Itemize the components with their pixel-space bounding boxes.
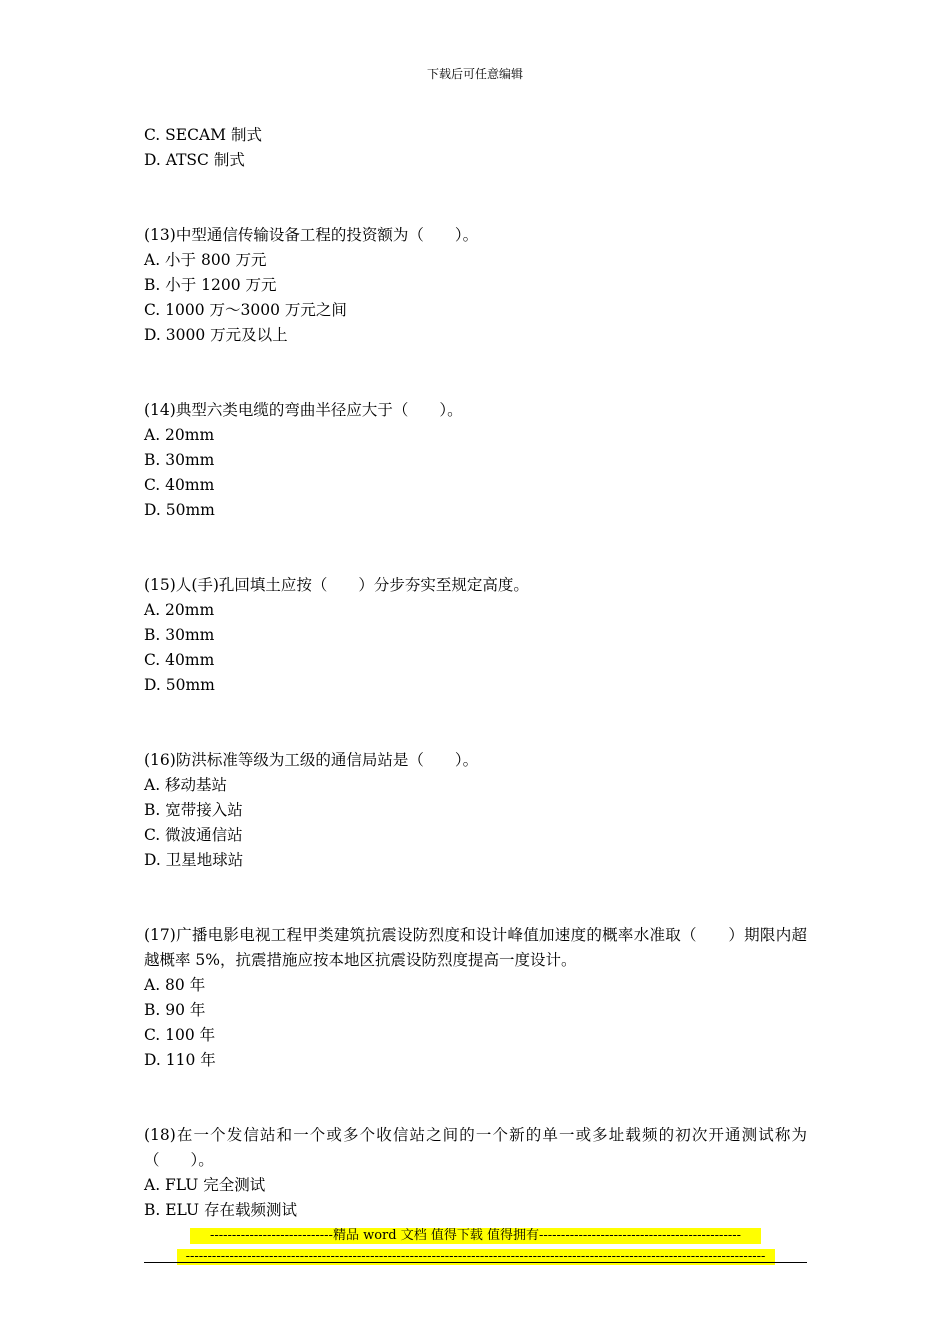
option-b: B. 30mm — [144, 451, 215, 469]
option-c: C. SECAM 制式 — [144, 126, 262, 144]
question-stem: (17)广播电影电视工程甲类建筑抗震设防烈度和设计峰值加速度的概率水准取（ ）期限内超越概率 5%，抗震措施应按本地区抗震设防烈度提高一度设计。 — [144, 926, 807, 969]
option-b: B. 小于 1200 万元 — [144, 276, 277, 294]
page-header-note: 下载后可任意编辑 — [426, 67, 523, 81]
option-c: C. 40mm — [144, 476, 215, 494]
option-d: D. 110 年 — [144, 1051, 216, 1069]
question-16 — [144, 748, 807, 873]
option-a: A. 80 年 — [144, 976, 206, 994]
question-17 — [144, 923, 807, 1073]
option-a: A. FLU 完全测试 — [144, 1176, 266, 1194]
question-fragment — [144, 123, 807, 173]
option-b: B. 宽带接入站 — [144, 801, 243, 819]
question-stem: (16)防洪标准等级为工级的通信局站是（ ）。 — [144, 751, 479, 769]
footer-banner-line-2: ------------------------------------------------------------------------------------------------------------------------------------ — [177, 1249, 775, 1265]
option-d: D. 卫星地球站 — [144, 851, 244, 869]
question-15 — [144, 573, 807, 698]
question-stem: (15)人(手)孔回填土应按（ ）分步夯实至规定高度。 — [144, 576, 529, 594]
option-a: A. 20mm — [144, 601, 215, 619]
footer-rule — [144, 1262, 807, 1263]
question-stem: (18)在一个发信站和一个或多个收信站之间的一个新的单一或多址载频的初次开通测试称为（ ）。 — [144, 1126, 807, 1169]
option-c: C. 1000 万～3000 万元之间 — [144, 301, 347, 319]
option-d: D. 50mm — [144, 676, 215, 694]
option-a: A. 小于 800 万元 — [144, 251, 267, 269]
option-b: B. 90 年 — [144, 1001, 206, 1019]
question-13 — [144, 223, 807, 348]
footer-banner — [144, 1228, 807, 1270]
option-d: D. ATSC 制式 — [144, 151, 245, 169]
option-b: B. ELU 存在载频测试 — [144, 1201, 297, 1219]
option-d: D. 3000 万元及以上 — [144, 326, 288, 344]
question-18 — [144, 1123, 807, 1223]
footer-banner-line-1: ----------------------------精品 word 文档 值得下载 值得拥有---------------------------------------------- — [190, 1228, 761, 1244]
option-d: D. 50mm — [144, 501, 215, 519]
option-c: C. 100 年 — [144, 1026, 216, 1044]
option-b: B. 30mm — [144, 626, 215, 644]
option-a: A. 移动基站 — [144, 776, 228, 794]
option-a: A. 20mm — [144, 426, 215, 444]
question-stem: (14)典型六类电缆的弯曲半径应大于（ ）。 — [144, 401, 463, 419]
option-c: C. 40mm — [144, 651, 215, 669]
question-14 — [144, 398, 807, 523]
option-c: C. 微波通信站 — [144, 826, 243, 844]
document-body — [144, 123, 807, 1223]
question-stem: (13)中型通信传输设备工程的投资额为（ ）。 — [144, 226, 479, 244]
